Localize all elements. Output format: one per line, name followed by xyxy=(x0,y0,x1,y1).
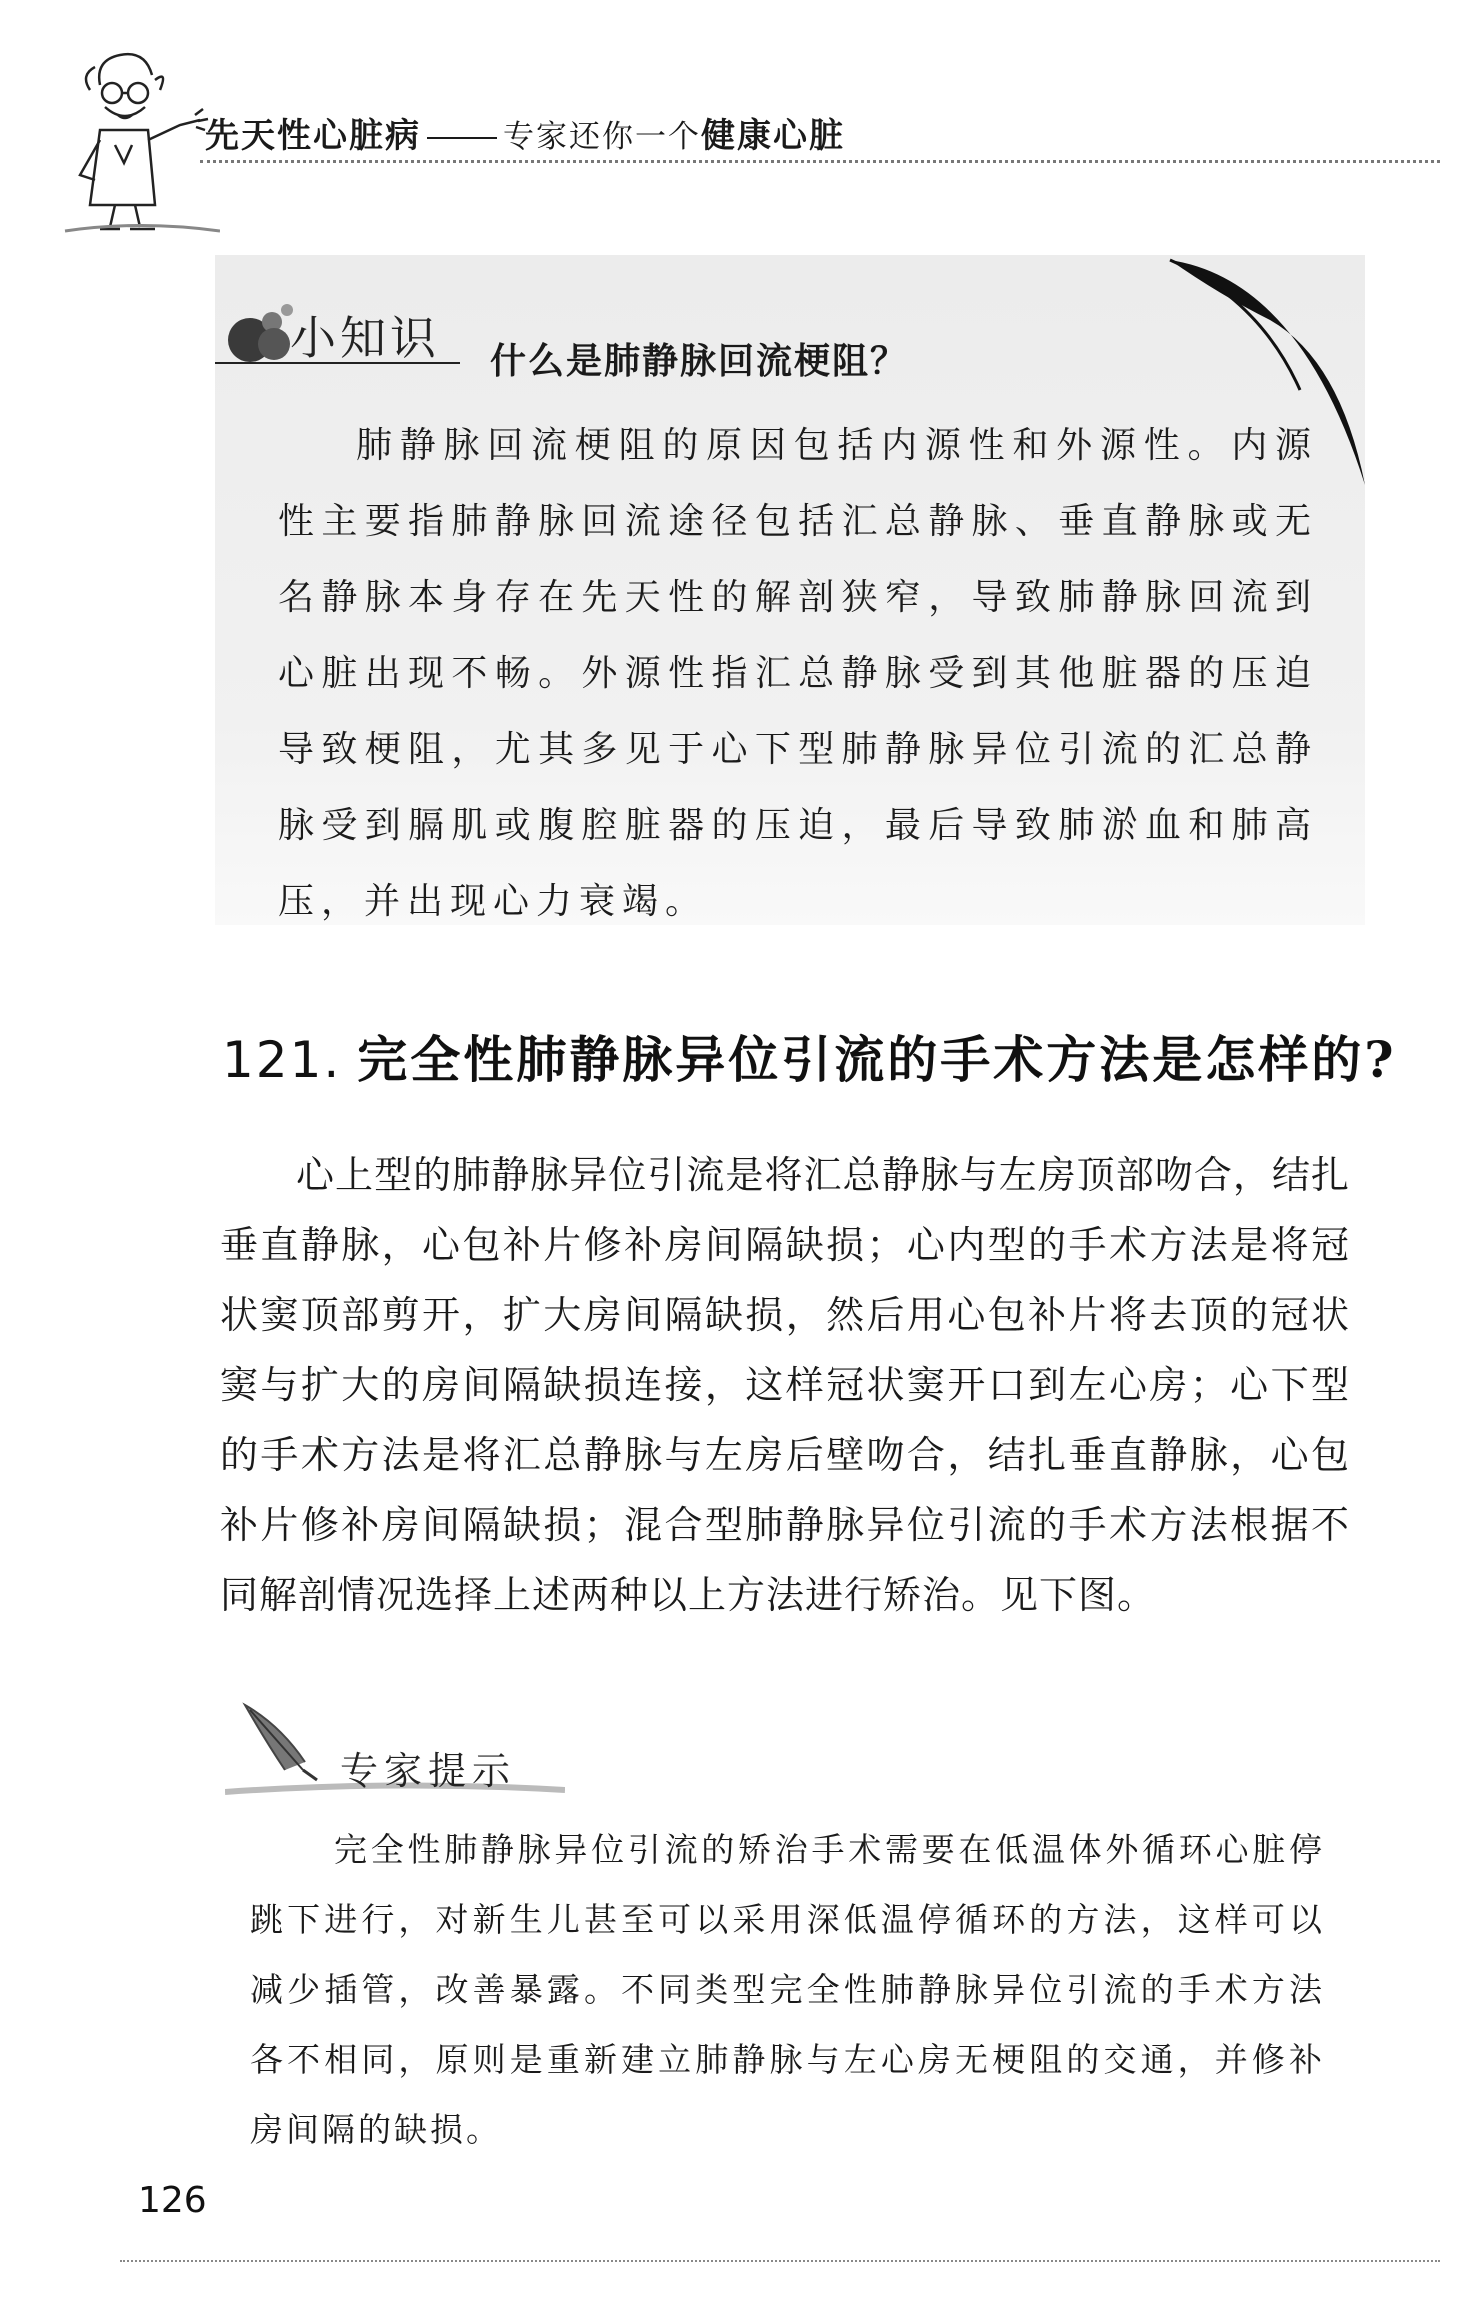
section-title-text: 完全性肺静脉异位引流的手术方法是怎样的? xyxy=(357,1030,1397,1089)
header-divider xyxy=(200,160,1440,163)
header-dash xyxy=(427,137,497,139)
header-book-title: 先天性心脏病 xyxy=(205,116,421,156)
knowledge-underline xyxy=(215,362,460,364)
running-header xyxy=(205,108,845,157)
tips-body: 完全性肺静脉异位引流的矫治手术需要在低温体外循环心脏停跳下进行，对新生儿甚至可以采用深低温停循环的方法，这样可以减少插管，改善暴露。不同类型完全性肺静脉异位引流的手术方法各不相同，原则是重新建立肺静脉与左心房无梗阻的交通，并修补房间隔的缺损。 xyxy=(250,1830,1325,2149)
tips-label: 专家提示 xyxy=(340,1749,517,1793)
section-number: 121. xyxy=(222,1031,342,1089)
section-body: 心上型的肺静脉异位引流是将汇总静脉与左房顶部吻合，结扎垂直静脉，心包补片修补房间隔缺损；心内型的手术方法是将冠状窦顶部剪开，扩大房间隔缺损，然后用心包补片将去顶的冠状窦与扩大的房间隔缺损连接，这样冠状窦开口到左心房；心下型的手术方法是将汇总静脉与左房后壁吻合，结扎垂直静脉，心包补片修补房间隔缺损；混合型肺静脉异位引流的手术方法根据不同解剖情况选择上述两种以上方法进行矫治。见下图。 xyxy=(220,1153,1350,1617)
doctor-cartoon-icon xyxy=(60,45,220,235)
knowledge-body: 肺静脉回流梗阻的原因包括内源性和外源性。内源性主要指肺静脉回流途径包括汇总静脉、垂直静脉或无名静脉本身存在先天性的解剖狭窄，导致肺静脉回流到心脏出现不畅。外源性指汇总静脉受到其他脏器的压迫导致梗阻，尤其多见于心下型肺静脉异位引流的汇总静脉受到膈肌或腹腔脏器的压迫，最后导致肺淤血和肺高压，并出现心力衰竭。 xyxy=(278,425,1318,922)
header-subtitle: 专家还你一个 xyxy=(503,119,701,155)
section-title xyxy=(222,1020,1397,1092)
page-number: 126 xyxy=(138,2180,207,2221)
footer-divider xyxy=(120,2260,1440,2262)
header-subtitle-emphasis: 健康心脏 xyxy=(701,116,845,156)
knowledge-heading: 什么是肺静脉回流梗阻？ xyxy=(490,341,909,382)
knowledge-label: 小知识 xyxy=(290,311,440,365)
